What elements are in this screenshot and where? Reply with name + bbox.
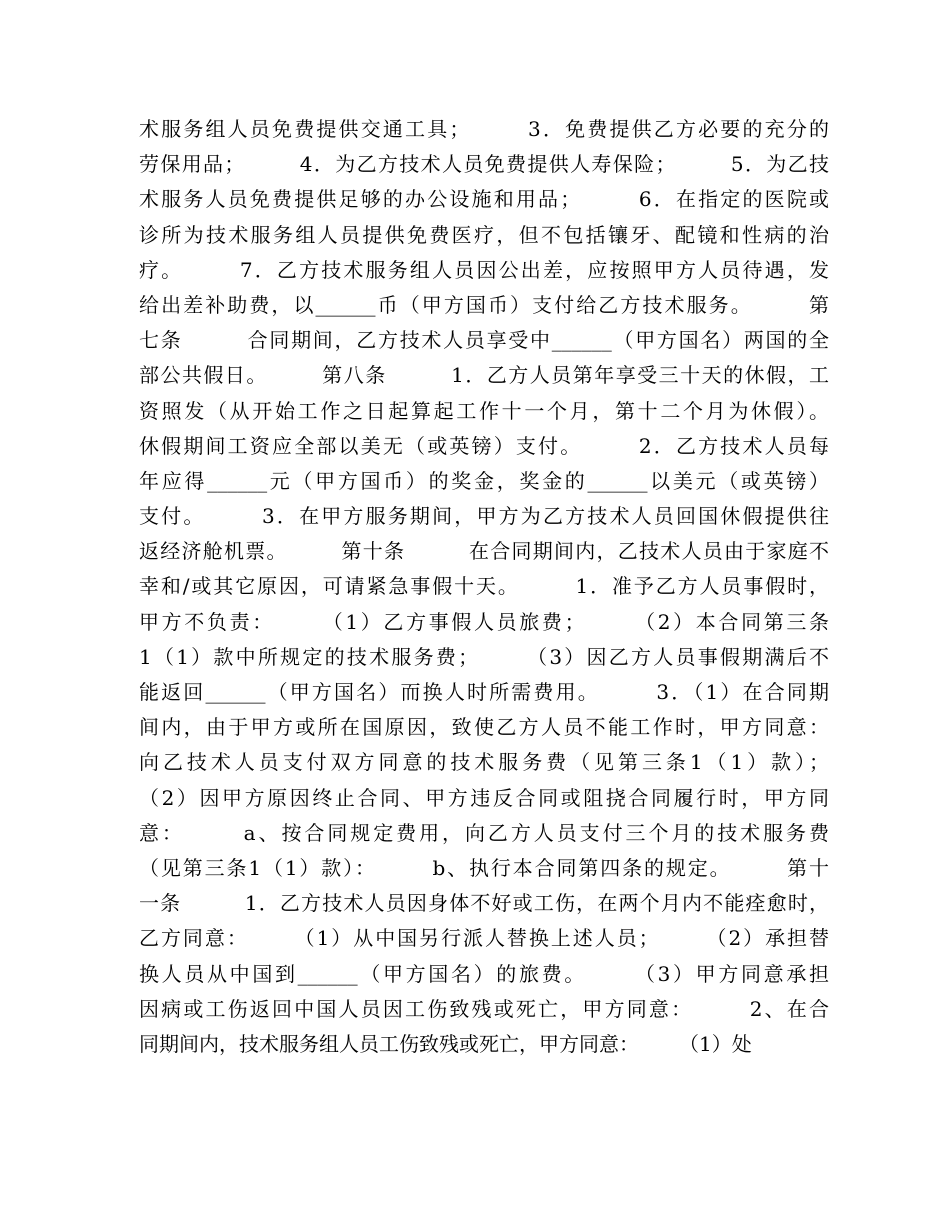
text-line: 劳保用品； 4．为乙方技术人员免费提供人寿保险； 5．为乙技 bbox=[139, 152, 829, 177]
text-line: （2）因甲方原因终止合同、甲方违反合同或阻挠合同履行时，甲方同 bbox=[139, 785, 829, 810]
contract-body-text bbox=[139, 112, 829, 1062]
text-line: 七条 合同期间，乙方技术人员享受中______（甲方国名）两国的全 bbox=[139, 328, 829, 353]
text-line: 诊所为技术服务组人员提供免费医疗，但不包括镶牙、配镜和性病的治 bbox=[139, 222, 829, 247]
text-line: 因病或工伤返回中国人员因工伤致残或死亡，甲方同意： 2、在合 bbox=[139, 996, 829, 1021]
text-line: 乙方同意： （1）从中国另行派人替换上述人员； （2）承担替 bbox=[139, 926, 829, 951]
text-line: 间内，由于甲方或所在国原因，致使乙方人员不能工作时，甲方同意： bbox=[139, 715, 829, 740]
text-line: 休假期间工资应全部以美无（或英镑）支付。 2．乙方技术人员每 bbox=[139, 433, 829, 458]
text-line: 术服务组人员免费提供交通工具； 3．免费提供乙方必要的充分的 bbox=[139, 117, 829, 141]
text-line: 部公共假日。 第八条 1．乙方人员第年享受三十天的休假，工 bbox=[139, 363, 829, 388]
text-line: 意： a、按合同规定费用，向乙方人员支付三个月的技术服务费 bbox=[139, 820, 829, 845]
text-line: 给出差补助费，以______币（甲方国币）支付给乙方技术服务。 第 bbox=[139, 292, 829, 317]
text-line: 一条 1．乙方技术人员因身体不好或工伤，在两个月内不能痊愈时， bbox=[139, 891, 829, 916]
text-line: 同期间内，技术服务组人员工伤致残或死亡，甲方同意： （1）处 bbox=[139, 1031, 752, 1056]
text-line: 年应得______元（甲方国币）的奖金，奖金的______以美元（或英镑） bbox=[139, 468, 829, 493]
text-line: 疗。 7．乙方技术服务组人员因公出差，应按照甲方人员待遇，发 bbox=[139, 257, 829, 282]
text-line: （见第三条1（1）款）： b、执行本合同第四条的规定。 第十 bbox=[139, 855, 829, 880]
text-line: 1（1）款中所规定的技术服务费； （3）因乙方人员事假期满后不 bbox=[139, 644, 829, 669]
text-line: 资照发（从开始工作之日起算起工作十一个月，第十二个月为休假）。 bbox=[139, 398, 829, 423]
text-line: 甲方不负责： （1）乙方事假人员旅费； （2）本合同第三条 bbox=[139, 609, 829, 634]
text-line: 幸和/或其它原因，可请紧急事假十天。 1．准予乙方人员事假时， bbox=[139, 574, 829, 599]
text-line: 能返回______（甲方国名）而换人时所需费用。 3．（1）在合同期 bbox=[139, 680, 829, 704]
text-line: 术服务人员免费提供足够的办公设施和用品； 6．在指定的医院或 bbox=[139, 187, 829, 212]
text-line: 支付。 3．在甲方服务期间，甲方为乙方技术人员回国休假提供往 bbox=[139, 504, 829, 529]
text-line: 向乙技术人员支付双方同意的技术服务费（见第三条1（1）款）； bbox=[139, 750, 829, 775]
text-line: 换人员从中国到______（甲方国名）的旅费。 （3）甲方同意承担 bbox=[139, 961, 829, 986]
text-line: 返经济舱机票。 第十条 在合同期间内，乙技术人员由于家庭不 bbox=[139, 539, 829, 564]
